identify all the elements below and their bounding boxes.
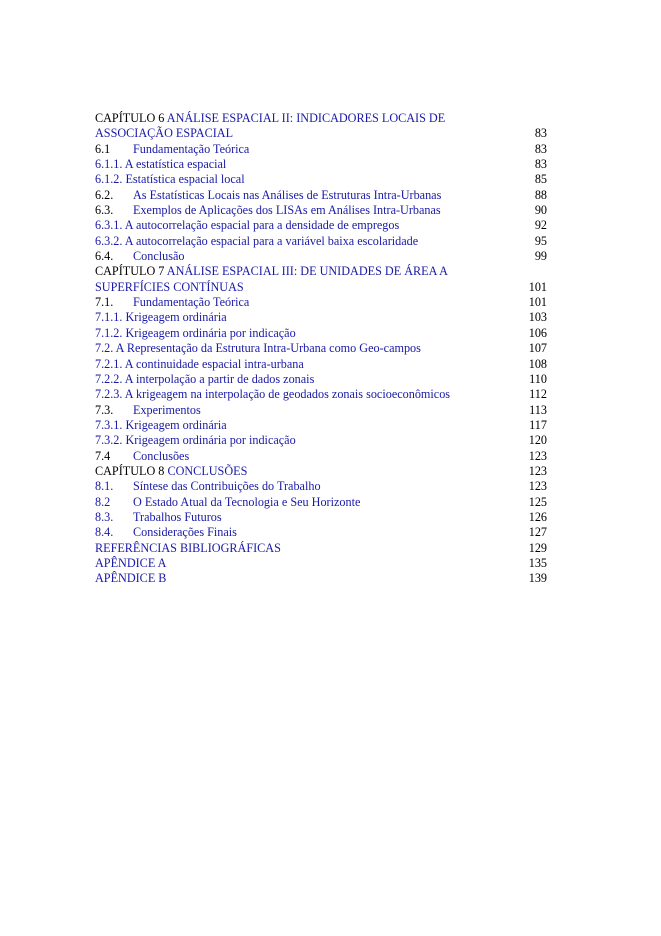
toc-entry[interactable] [95,234,547,249]
chapter-title[interactable]: CONCLUSÕES [167,463,248,478]
section-title[interactable]: 7.2.3. A krigeagem na interpolação de geodados zonais socioeconômicos [95,387,451,402]
toc-entry-line [95,126,233,141]
page-number: 107 [528,341,547,356]
toc-entry[interactable] [95,525,547,540]
toc-entry[interactable] [95,403,547,418]
page-number: 83 [534,157,547,172]
page-number: 83 [534,141,547,156]
toc-entry[interactable] [95,372,547,387]
section-number: 7.1. [95,295,114,310]
section-title[interactable]: 6.1.1. A estatística espacial [95,157,227,172]
section-number: 6.3. [95,203,114,218]
section-title[interactable]: 7.1.2. Krigeagem ordinária por indicação [95,325,296,340]
chapter-prefix: CAPÍTULO 6 [95,111,165,125]
page-number: 101 [528,295,547,310]
section-title[interactable]: 7.2.2. A interpolação a partir de dados zonais [95,371,315,386]
section-title[interactable]: 6.1.2. Estatística espacial local [95,172,245,187]
section-title[interactable]: Experimentos [133,402,201,417]
page-number: 113 [529,402,547,417]
page-number: 126 [528,509,547,524]
section-number: 6.2. [95,187,114,202]
section-number: 8.4. [95,525,114,540]
section-number: 7.4 [95,448,111,463]
toc-entry[interactable] [95,433,547,448]
section-title[interactable]: Síntese das Contribuições do Trabalho [133,479,321,494]
toc-entry[interactable] [95,157,547,172]
toc-entry[interactable] [95,218,547,233]
page-number: 123 [528,479,547,494]
page-number: 101 [528,279,547,294]
page-number: 110 [529,371,547,386]
section-title[interactable]: Fundamentação Teórica [133,295,250,310]
section-number: 8.1. [95,479,114,494]
section-title[interactable]: 7.3.1. Krigeagem ordinária [95,417,227,432]
section-title[interactable]: 7.2. A Representação da Estrutura Intra-Urbana como Geo-campos [95,341,421,356]
table-of-contents [95,111,547,587]
section-title[interactable]: 6.3.2. A autocorrelação espacial para a variável baixa escolaridade [95,233,419,248]
toc-entry[interactable] [95,326,547,341]
toc-entry[interactable] [95,449,547,464]
page-number: 106 [528,325,547,340]
section-title[interactable]: 7.3.2. Krigeagem ordinária por indicação [95,433,296,448]
chapter-title[interactable]: ANÁLISE ESPACIAL II: INDICADORES LOCAIS DE [166,111,446,125]
chapter-title-cont[interactable]: SUPERFÍCIES CONTÍNUAS [95,279,244,294]
section-title[interactable]: APÊNDICE A [95,555,167,570]
page-number: 83 [534,126,547,141]
section-title[interactable]: Conclusões [133,448,190,463]
section-title[interactable]: 6.3.1. A autocorrelação espacial para a densidade de empregos [95,218,400,233]
section-number: 6.4. [95,249,114,264]
page-number: 85 [534,172,547,187]
toc-entry[interactable] [95,310,547,325]
section-number: 8.3. [95,509,114,524]
page-number: 108 [528,356,547,371]
chapter-title[interactable]: ANÁLISE ESPACIAL III: DE UNIDADES DE ÁREA A [166,264,448,279]
toc-entry[interactable] [95,541,547,556]
page-number: 103 [528,310,547,325]
toc-entry[interactable] [95,387,547,402]
section-title[interactable]: Conclusão [133,249,185,264]
page-number: 90 [534,203,547,218]
toc-entry[interactable] [95,510,547,525]
page-number: 135 [528,555,547,570]
section-title[interactable]: Exemplos de Aplicações dos LISAs em Análises Intra-Urbanas [133,203,441,218]
page-number: 139 [528,571,547,586]
toc-entry[interactable] [95,111,547,142]
section-number: 6.1 [95,141,111,156]
toc-entry[interactable] [95,479,547,494]
toc-entry[interactable] [95,295,547,310]
section-number: 7.3. [95,402,114,417]
toc-entry[interactable] [95,249,547,264]
page-number: 120 [528,433,547,448]
section-title[interactable]: Considerações Finais [133,525,237,540]
toc-entry[interactable] [95,357,547,372]
section-title[interactable]: Fundamentação Teórica [133,141,250,156]
page-number: 99 [534,249,547,264]
toc-entry[interactable] [95,203,547,218]
chapter-title-cont[interactable]: ASSOCIAÇÃO ESPACIAL [95,126,234,141]
page-number: 92 [534,218,547,233]
page-number: 117 [529,417,547,432]
chapter-prefix: CAPÍTULO 8 [95,463,165,478]
toc-entry[interactable] [95,571,547,586]
toc-entry-line [95,264,448,279]
page-number: 112 [529,387,547,402]
page-number: 129 [528,540,547,555]
toc-entry[interactable] [95,341,547,356]
section-title[interactable]: 7.2.1. A continuidade espacial intra-urbana [95,356,304,371]
toc-entry[interactable] [95,464,547,479]
page-number: 123 [528,448,547,463]
toc-entry[interactable] [95,556,547,571]
page-number: 125 [528,494,547,509]
section-title[interactable]: Trabalhos Futuros [133,509,222,524]
toc-entry-line [95,111,445,126]
toc-entry[interactable] [95,264,547,295]
section-title[interactable]: As Estatísticas Locais nas Análises de Estruturas Intra-Urbanas [133,187,442,202]
page-number: 123 [528,463,547,478]
page-number: 88 [534,187,547,202]
toc-entry[interactable] [95,495,547,510]
section-number: 8.2 [95,494,111,509]
toc-entry-line [95,280,244,295]
toc-entry[interactable] [95,188,547,203]
section-title[interactable]: 7.1.1. Krigeagem ordinária [95,310,227,325]
section-title[interactable]: REFERÊNCIAS BIBLIOGRÁFICAS [95,540,281,555]
toc-entry[interactable] [95,172,547,187]
chapter-prefix: CAPÍTULO 7 [95,264,165,279]
page-number: 127 [528,525,547,540]
toc-entry[interactable] [95,418,547,433]
toc-entry[interactable] [95,142,547,157]
section-title[interactable]: APÊNDICE B [95,571,167,586]
section-title[interactable]: O Estado Atual da Tecnologia e Seu Horizonte [133,494,361,509]
page-number: 95 [534,233,547,248]
